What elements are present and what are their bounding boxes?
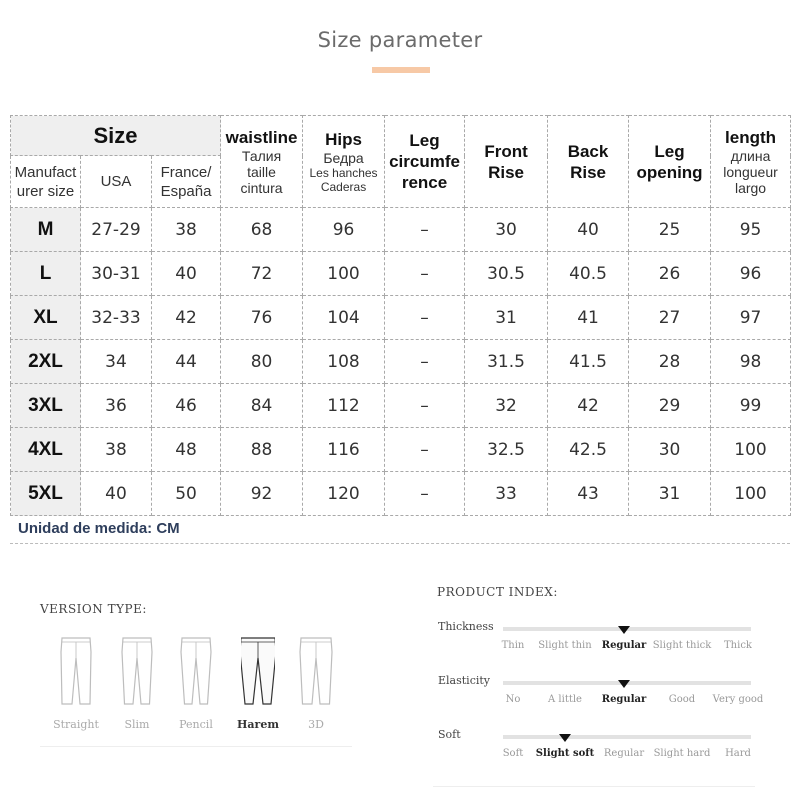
cell-size: 3XL [11,384,81,428]
cell-size: 5XL [11,472,81,516]
cell-leg: – [385,208,465,252]
cell-length: 100 [711,428,791,472]
index-option: Regular [603,748,645,759]
header-manufacturer-size: Manufact urer size [11,156,81,208]
cell-hips: 96 [303,208,385,252]
cell-size: M [11,208,81,252]
index-option: Slight hard [653,748,711,759]
index-label: Soft [438,728,461,741]
cell-back: 42.5 [548,428,629,472]
title-accent-bar [372,67,430,73]
index-option: Very good [712,694,764,705]
header-front-rise: Front Rise [465,116,548,208]
cell-usa: 38 [81,428,152,472]
unit-note: Unidad de medida: CM [18,520,180,537]
cell-usa: 30-31 [81,252,152,296]
size-table [10,115,791,516]
index-label: Elasticity [438,674,491,687]
cell-waist: 68 [221,208,303,252]
table-row [11,428,791,472]
index-marker-icon [618,680,630,688]
cell-waist: 72 [221,252,303,296]
cell-size: 2XL [11,340,81,384]
header-france-espana: France/ España [152,156,221,208]
cell-usa: 36 [81,384,152,428]
pants-harem-icon [241,632,275,708]
cell-waist: 80 [221,340,303,384]
cell-back: 42 [548,384,629,428]
version-divider [40,746,352,747]
index-option: Soft [502,748,524,759]
index-option: Good [668,694,696,705]
cell-length: 99 [711,384,791,428]
cell-hips: 108 [303,340,385,384]
cell-opening: 27 [629,296,711,340]
table-row [11,340,791,384]
cell-length: 100 [711,472,791,516]
cell-france: 44 [152,340,221,384]
cell-opening: 28 [629,340,711,384]
pants-pencil-icon [179,632,213,708]
table-row [11,208,791,252]
cell-waist: 76 [221,296,303,340]
index-option: Slight thin [538,640,592,651]
cell-back: 40.5 [548,252,629,296]
cell-hips: 104 [303,296,385,340]
version-label: Pencil [179,718,213,731]
cell-size: 4XL [11,428,81,472]
page-title: Size parameter [317,28,483,52]
header-back-rise: Back Rise [548,116,629,208]
pants-3d-icon [299,632,333,708]
pants-slim-icon [120,632,154,708]
table-row [11,296,791,340]
version-label: 3D [308,718,324,731]
cell-opening: 25 [629,208,711,252]
cell-opening: 26 [629,252,711,296]
cell-front: 31 [465,296,548,340]
cell-france: 38 [152,208,221,252]
version-label: Straight [53,718,99,731]
cell-waist: 88 [221,428,303,472]
cell-usa: 27-29 [81,208,152,252]
cell-usa: 40 [81,472,152,516]
cell-front: 31.5 [465,340,548,384]
cell-opening: 29 [629,384,711,428]
cell-back: 40 [548,208,629,252]
cell-front: 32 [465,384,548,428]
cell-france: 42 [152,296,221,340]
cell-back: 41.5 [548,340,629,384]
cell-front: 30.5 [465,252,548,296]
cell-france: 40 [152,252,221,296]
version-type-title: VERSION TYPE: [40,602,147,616]
cell-hips: 100 [303,252,385,296]
cell-front: 32.5 [465,428,548,472]
header-waistline: waistline Талия taille cintura [221,116,303,208]
header-size: Size [11,116,221,156]
cell-opening: 31 [629,472,711,516]
header-leg-circumference: Leg circumfe rence [385,116,465,208]
index-option: Slight thick [652,640,712,651]
pants-straight-icon [59,632,93,708]
cell-waist: 92 [221,472,303,516]
index-option: Hard [725,748,751,759]
cell-opening: 30 [629,428,711,472]
table-row [11,252,791,296]
cell-length: 96 [711,252,791,296]
cell-waist: 84 [221,384,303,428]
index-option: Regular [601,640,647,651]
index-option: Thin [501,640,525,651]
index-label: Thickness [438,620,494,633]
cell-leg: – [385,252,465,296]
index-marker-icon [618,626,630,634]
index-option: A little [548,694,582,705]
cell-length: 97 [711,296,791,340]
product-index-divider [433,786,755,787]
cell-leg: – [385,340,465,384]
cell-leg: – [385,296,465,340]
index-option: Regular [601,694,647,705]
cell-leg: – [385,384,465,428]
table-row [11,384,791,428]
header-length: length длина longueur largo [711,116,791,208]
cell-leg: – [385,428,465,472]
cell-back: 43 [548,472,629,516]
header-leg-opening: Leg opening [629,116,711,208]
index-option: Thick [724,640,752,651]
cell-usa: 32-33 [81,296,152,340]
cell-back: 41 [548,296,629,340]
cell-size: XL [11,296,81,340]
cell-france: 50 [152,472,221,516]
cell-length: 98 [711,340,791,384]
cell-france: 48 [152,428,221,472]
cell-front: 30 [465,208,548,252]
cell-hips: 120 [303,472,385,516]
version-label: Harem [237,718,279,731]
index-option: No [505,694,521,705]
cell-usa: 34 [81,340,152,384]
header-hips: Hips Бедра Les hanches Caderas [303,116,385,208]
header-usa: USA [81,156,152,208]
product-index-title: PRODUCT INDEX: [437,585,558,599]
index-marker-icon [559,734,571,742]
cell-france: 46 [152,384,221,428]
cell-front: 33 [465,472,548,516]
version-label: Slim [124,718,150,731]
table-row [11,472,791,516]
divider [10,543,790,544]
cell-leg: – [385,472,465,516]
index-option: Slight soft [535,748,595,759]
cell-length: 95 [711,208,791,252]
cell-hips: 116 [303,428,385,472]
index-track [503,735,751,739]
cell-size: L [11,252,81,296]
cell-hips: 112 [303,384,385,428]
